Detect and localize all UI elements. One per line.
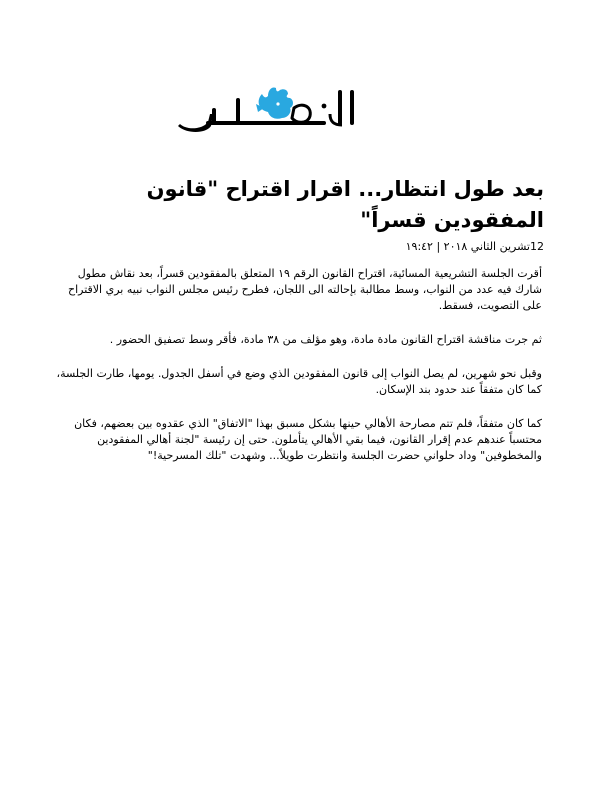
article-paragraph: ثم جرت مناقشة اقتراح القانون مادة مادة، وهو مؤلف من ٣٨ مادة، فأقر وسط تصفيق الحضور . (109, 333, 542, 346)
article-paragraph: كما كان متفقاً، فلم تتم مصارحة الأهالي حينها بشكل مسبق بهذا "الاتفاق" الذي عقدوه بين بعضهم، فكان محتسباً عندهم عدم إقرار القانون، فيما بقي الأهالي يتأملون. حتى إن رئيسة "لجنة أهالي المفقودين والمخطوفين" وداد حلواني حضرت الجلسة وانتظرت طويلاً... وشهدت "تلك المسرحية!" (74, 417, 542, 462)
article-dateline: 12تشرين الثاني ٢٠١٨ | ١٩:٤٢ (405, 240, 544, 253)
article-paragraph: أقرت الجلسة التشريعية المسائية، اقتراح القانون الرقم ١٩ المتعلق بالمفقودين قسراً، بعد نقاش مطول شارك فيه عدد من النواب، وسط مطالبة بإحالته الى اللجان، فطرح رئيس مجلس النواب نبيه بري الاقتراح على التصويت، فسقط. (67, 267, 542, 312)
article-paragraph: وقبل نحو شهرين، لم يصل النواب إلى قانون المفقودين الذي وضع في أسفل الجدول. يومها، طارت الجلسة، كما كان متفقاً عند حدود بند الإسكان. (56, 367, 542, 396)
article-headline: بعد طول انتظار... اقرار اقتراح "قانون المفقودين قسراً" (146, 177, 544, 232)
newspaper-logo (176, 84, 366, 134)
article-body (50, 266, 542, 482)
rooster-head-icon (256, 87, 293, 118)
annahar-wordmark (176, 84, 366, 134)
